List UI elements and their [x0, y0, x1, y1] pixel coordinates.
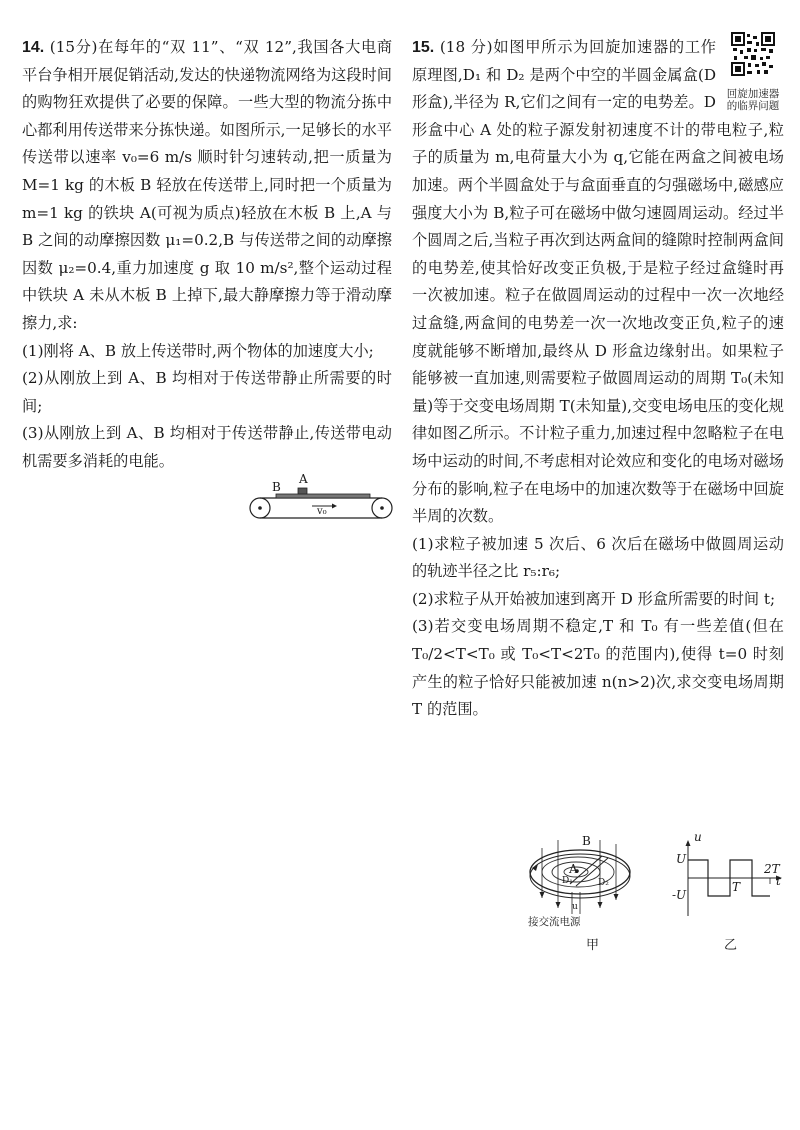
waveform-axis-u: u — [694, 830, 702, 844]
question-14-part-2: (2)从刚放上到 A、B 均相对于传送带静止所需要的时间; — [22, 369, 392, 415]
conveyor-belt-diagram — [246, 478, 396, 524]
voltage-waveform-figure — [672, 830, 784, 928]
cyclotron-label-d1: D₁ — [562, 876, 573, 886]
label-v0: v₀ — [317, 506, 327, 517]
waveform-tick-t: T — [732, 880, 741, 894]
figure-yi-caption: 乙 — [724, 938, 738, 953]
question-15-part-3: (3)若交变电场周期不稳定,T 和 T₀ 有一些差值(但在 T₀/2<T<T₀ 或 T₀<T<2T₀ 的范围内),使得 t=0 时刻产生的粒子恰好只能被加速 n(n>2)次,求交变电场周期 T 的范围。 — [412, 617, 784, 719]
waveform-axis-t: t — [776, 874, 781, 888]
cyclotron-label-u: u — [572, 902, 578, 912]
waveform-tick-2t: 2T — [764, 862, 780, 876]
cyclotron-label-a: A — [569, 862, 578, 876]
block-a — [298, 488, 307, 494]
question-14-intro-text: (15分)在每年的“双 11”、“双 12”,我国各大电商平台争相开展促销活动,发达的快递物流网络为这段时间的购物狂欢提供了必要的保障。一些大型的物流分拣中心都利用传送带来分拣快递。如图所示,一足够长的水平传送带以速率 v₀=6 m/s 顺时针匀速转动,把一质量为 M=1 kg 的木板 B 轻放在传送带上,同时把一个质量为 m=1 kg 的铁块 A(可视为质点)轻放在木板 B 上,A 与 B 之间的动摩擦因数 μ₁=0.2,B 与传送带之间的动摩擦因数 μ₂=0.4,重力加速度 g 取 10 m/s²,整个运动过程中铁块 A 未从木板 B 上掉下,最大静摩擦力等于滑动摩擦力,求: — [22, 38, 393, 332]
question-15-number: 15. — [412, 39, 435, 56]
question-14-intro — [22, 34, 392, 338]
cyclotron-diagram — [520, 838, 640, 918]
question-15-intro-text: (18 分)如图甲所示为回旋加速器的工作原理图,D₁ 和 D₂ 是两个中空的半圆金属盒(D 形盒),半径为 R,它们之间有一定的电势差。D 形盒中心 A 处的粒子源发射初速度不计的带电粒子,粒子的质量为 m,电荷量大小为 q,它能在两盒之间被电场加速。两个半圆盒处于与盒面垂直的匀强磁场中,磁感应强度大小为 B,粒子可在磁场中做匀速圆周运动。经过半个圆周之后,当粒子再次到达两盒间的缝隙时控制两盒间的电势差,使其恰好改变正负极,于是粒子经过盒缝时再一次被加速。粒子在做圆周运动的过程中一次一次地经过盒缝,两盒间的电势差一次一次地改变正负,粒子的速度就能够不断增加,最终从 D 形盒边缘射出。如果粒子能够被一直加速,则需要粒子做圆周运动的周期 T₀(未知量)等于交变电场周期 T(未知量),交变电场电压的变化规律如图乙所示。不计粒子重力,加速过程中忽略粒子在电场中运动的时间,不考虑相对论效应和变化的电场对磁场分布的影响,粒子在电场中的加速次数等于在磁场中回旋半周的次数。 — [412, 38, 784, 526]
label-a: A — [299, 472, 308, 486]
question-14-number: 14. — [22, 39, 45, 56]
question-15 — [412, 34, 784, 724]
ac-source-caption: 接交流电源 — [528, 916, 581, 928]
cyclotron-label-d2: D₂ — [598, 878, 609, 888]
question-15-part-1: (1)求粒子被加速 5 次后、6 次后在磁场中做圆周运动的轨迹半径之比 r₅:r₆; — [412, 534, 784, 581]
question-14 — [22, 34, 392, 476]
question-14-part-3: (3)从刚放上到 A、B 均相对于传送带静止,传送带电动机需要多消耗的电能。 — [22, 424, 392, 470]
cyclotron-label-b: B — [582, 834, 591, 848]
conveyor-belt-figure — [246, 472, 396, 524]
qr-caption: 回旋加速器的临界问题 — [726, 87, 780, 112]
question-14-part-1: (1)刚将 A、B 放上传送带时,两个物体的加速度大小; — [22, 341, 374, 360]
qr-code-icon[interactable] — [731, 32, 775, 76]
qr-code-block — [722, 32, 784, 112]
cyclotron-figure — [520, 834, 640, 928]
label-b: B — [272, 480, 281, 494]
voltage-waveform-graph — [672, 838, 784, 918]
waveform-level-neg: -U — [672, 888, 687, 902]
board-b — [276, 494, 370, 498]
question-15-part-2: (2)求粒子从开始被加速到离开 D 形盒所需要的时间 t; — [412, 589, 776, 608]
figure-jia-caption: 甲 — [586, 938, 600, 953]
question-15-intro — [412, 34, 784, 531]
waveform-level-pos: U — [676, 852, 687, 866]
